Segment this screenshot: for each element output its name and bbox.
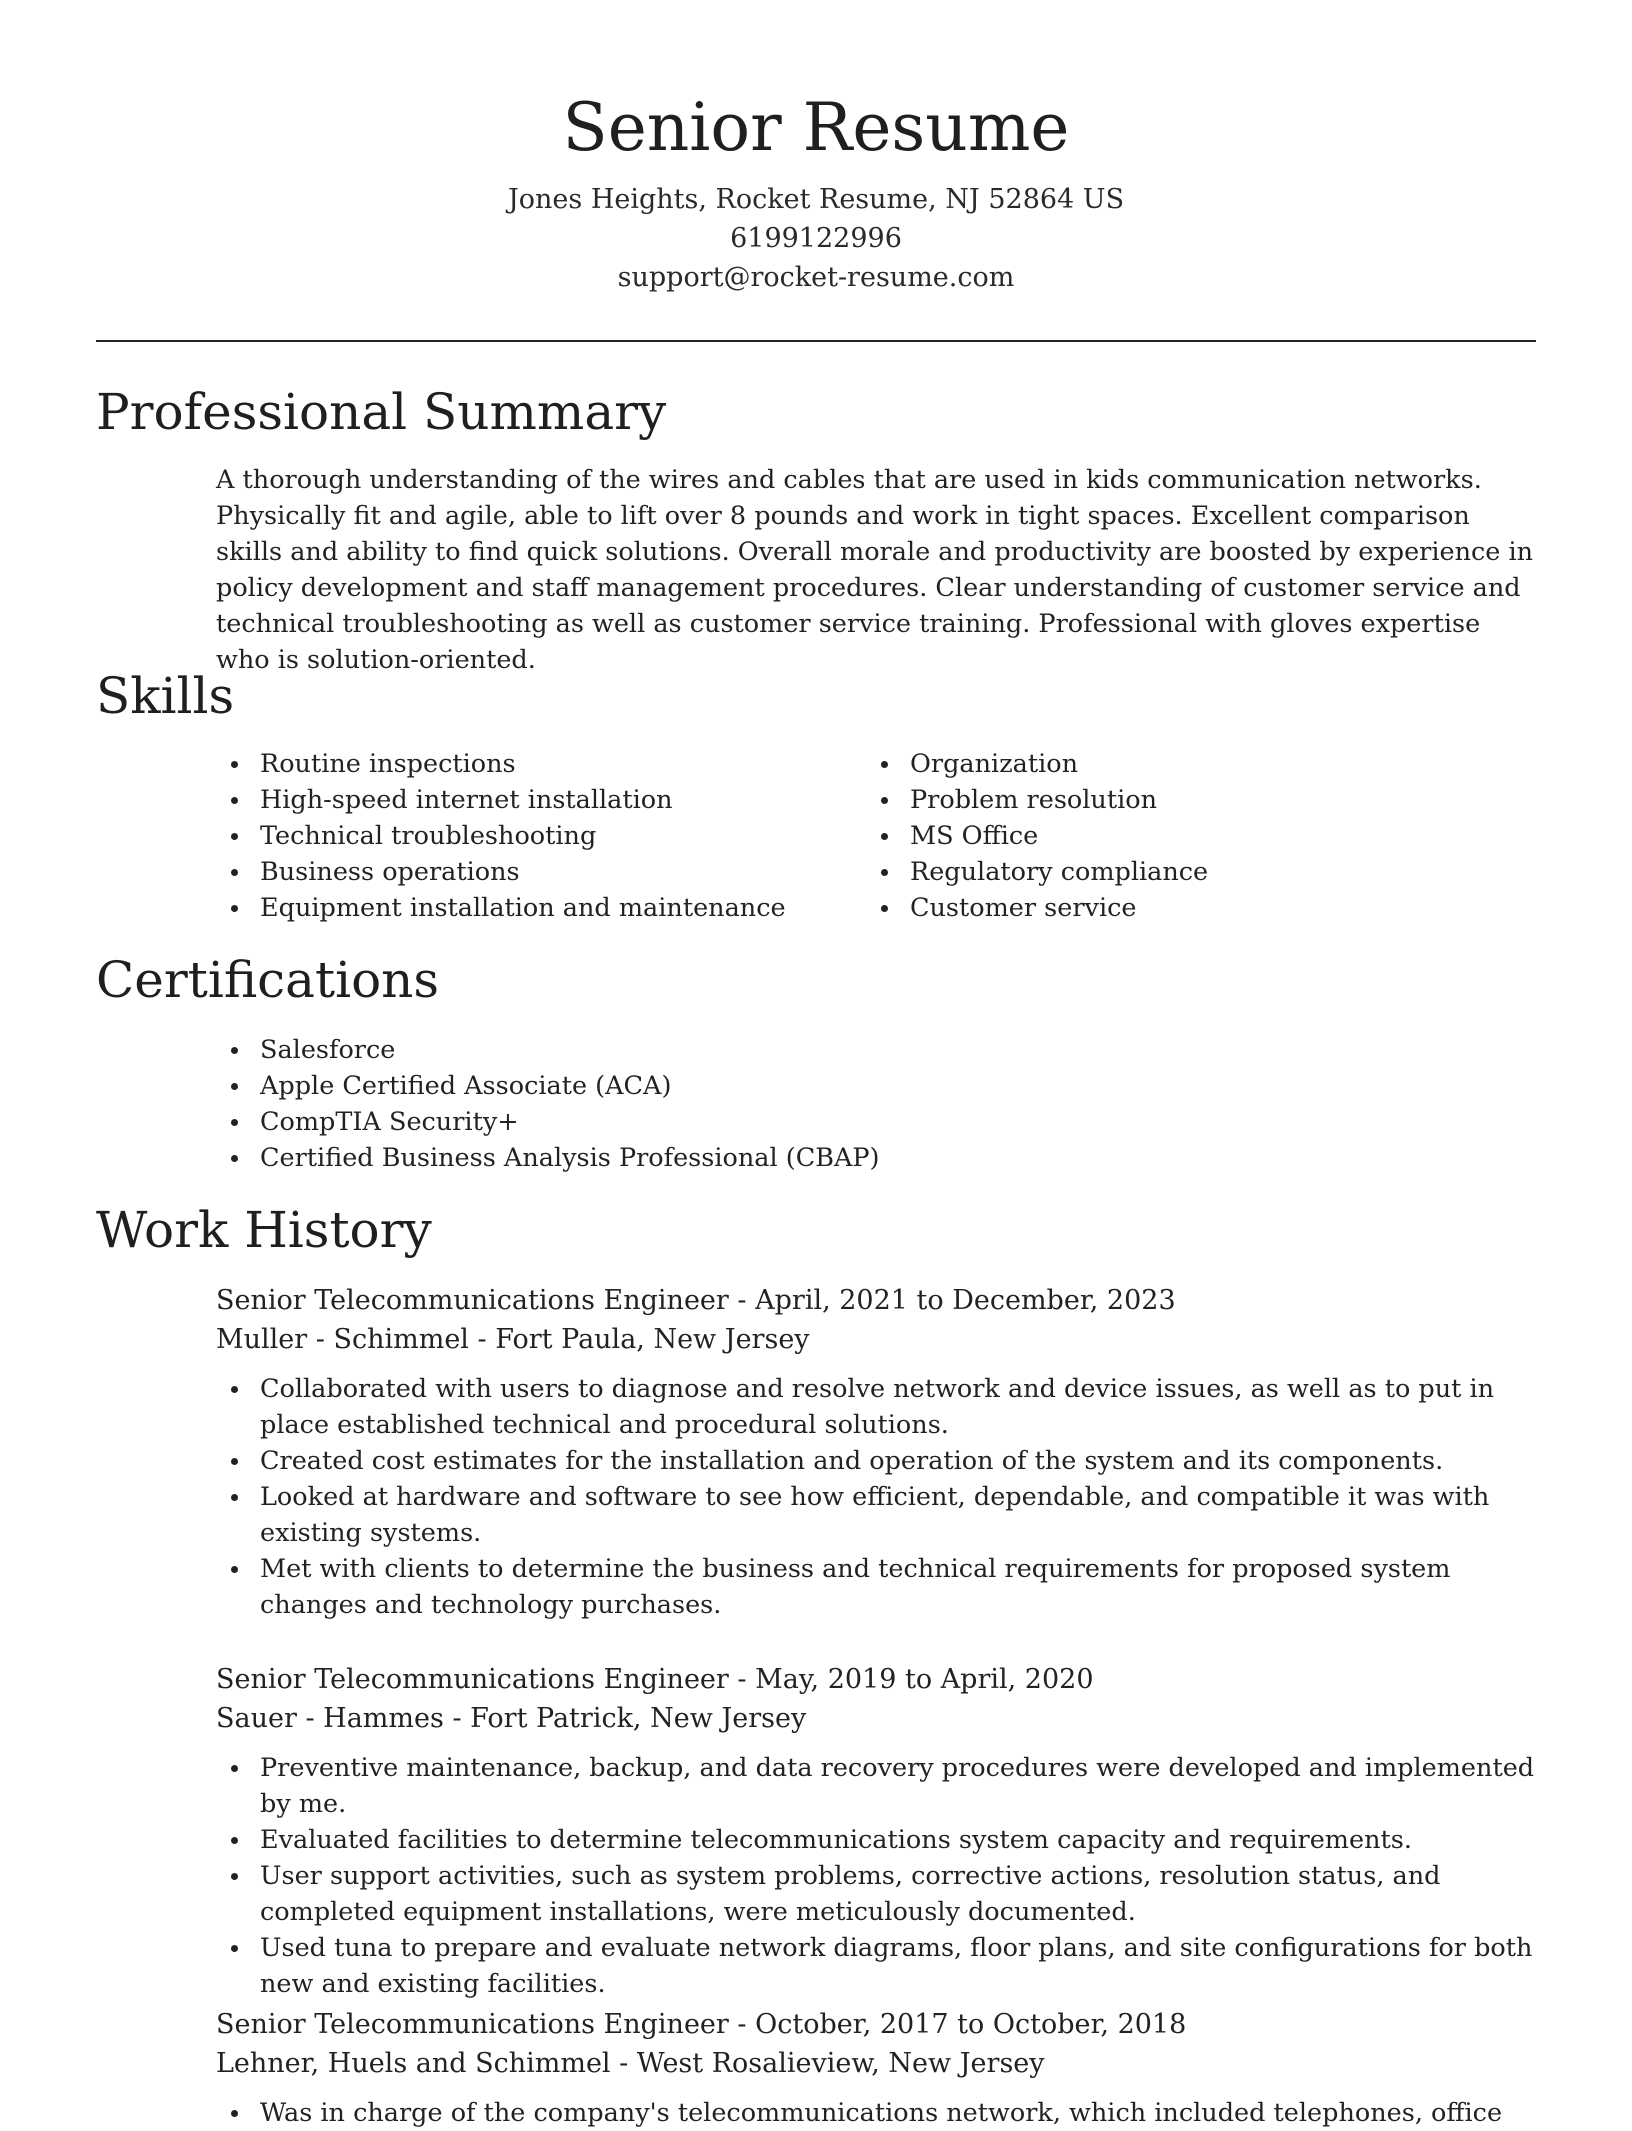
- job-company: Muller - Schimmel: [216, 1324, 469, 1355]
- skill-item: Routine inspections: [216, 746, 836, 782]
- job-bullet: Met with clients to determine the business and technical requirements for proposed system changes and technology purchases.: [216, 1551, 1546, 1623]
- job-company-line: [216, 2044, 1546, 2083]
- job-separator: -: [452, 1703, 471, 1734]
- job-title-line: [216, 1660, 1546, 1699]
- job-location: West Rosalieview, New Jersey: [636, 2048, 1045, 2079]
- job-separator: -: [737, 1664, 756, 1695]
- job-role: Senior Telecommunications Engineer: [216, 1664, 729, 1695]
- skills-column-right: [866, 746, 1526, 926]
- job-title-line: [216, 2005, 1546, 2044]
- job-company: Lehner, Huels and Schimmel: [216, 2048, 611, 2079]
- certification-item: Certified Business Analysis Professional (CBAP): [216, 1140, 1516, 1176]
- contact-info: [0, 180, 1632, 297]
- job-dates: October, 2017 to October, 2018: [755, 2009, 1187, 2040]
- skill-item: Equipment installation and maintenance: [216, 890, 836, 926]
- job-bullet: Created cost estimates for the installation and operation of the system and its components.: [216, 1443, 1546, 1479]
- job-bullet: Evaluated facilities to determine telecommunications system capacity and requirements.: [216, 1822, 1546, 1858]
- phone: 6199122996: [730, 223, 902, 254]
- job-bullets: [172, 1371, 1546, 1623]
- skills-heading: Skills: [96, 667, 235, 725]
- job-dates: May, 2019 to April, 2020: [755, 1664, 1094, 1695]
- job-bullet: Preventive maintenance, backup, and data recovery procedures were developed and implemented by me.: [216, 1750, 1546, 1822]
- skill-item: Customer service: [866, 890, 1526, 926]
- skill-item: Regulatory compliance: [866, 854, 1526, 890]
- job-bullets: [172, 1750, 1546, 2002]
- summary-heading: Professional Summary: [96, 383, 667, 441]
- job-entry: [216, 1281, 1546, 1623]
- job-location: Fort Patrick, New Jersey: [470, 1703, 807, 1734]
- resume-header: [0, 0, 1632, 297]
- certification-item: Salesforce: [216, 1032, 1516, 1068]
- skills-column-left: [216, 746, 836, 926]
- certifications-list: [216, 1032, 1516, 1176]
- job-bullet: User support activities, such as system problems, corrective actions, resolution status, and completed equipment installations, were meticulously documented.: [216, 1858, 1546, 1930]
- skills-list-right: [866, 746, 1526, 926]
- skill-item: Business operations: [216, 854, 836, 890]
- job-company-line: [216, 1320, 1546, 1359]
- job-separator: -: [737, 2009, 756, 2040]
- certification-item: Apple Certified Associate (ACA): [216, 1068, 1516, 1104]
- job-bullet: Looked at hardware and software to see how efficient, dependable, and compatible it was with existing systems.: [216, 1479, 1546, 1551]
- job-separator: -: [477, 1324, 496, 1355]
- job-entry: [216, 1660, 1546, 2002]
- skill-item: High-speed internet installation: [216, 782, 836, 818]
- job-dates: April, 2021 to December, 2023: [755, 1285, 1176, 1316]
- skill-item: Organization: [866, 746, 1526, 782]
- job-bullet: Used tuna to prepare and evaluate network diagrams, floor plans, and site configurations for both new and existing facilities.: [216, 1930, 1546, 2002]
- job-separator: -: [737, 1285, 756, 1316]
- skill-item: MS Office: [866, 818, 1526, 854]
- summary-text: A thorough understanding of the wires and cables that are used in kids communication networks. Physically fit and agile, able to lift over 8 pounds and work in tight spaces. Excellent comparison skills and ability to find quick solutions. Overall morale and productivity are boosted by experience in policy development and staff management procedures. Clear understanding of customer service and technical troubleshooting as well as customer service training. Professional with gloves expertise who is solution-oriented.: [216, 465, 1534, 675]
- certifications-heading: Certifications: [96, 951, 440, 1009]
- job-entry: [216, 2005, 1546, 2131]
- certifications-block: [216, 1032, 1516, 1176]
- skill-item: Problem resolution: [866, 782, 1526, 818]
- work-history-heading: Work History: [96, 1201, 432, 1259]
- resume-name: Senior Resume: [562, 89, 1070, 166]
- job-company-line: [216, 1699, 1546, 1738]
- job-role: Senior Telecommunications Engineer: [216, 2009, 729, 2040]
- job-location: Fort Paula, New Jersey: [495, 1324, 810, 1355]
- skill-item: Technical troubleshooting: [216, 818, 836, 854]
- certification-item: CompTIA Security+: [216, 1104, 1516, 1140]
- job-role: Senior Telecommunications Engineer: [216, 1285, 729, 1316]
- address: Jones Heights, Rocket Resume, NJ 52864 US: [507, 184, 1125, 215]
- job-company: Sauer - Hammes: [216, 1703, 444, 1734]
- job-bullet: Collaborated with users to diagnose and resolve network and device issues, as well as to put in place established technical and procedural solutions.: [216, 1371, 1546, 1443]
- email: support@rocket-resume.com: [617, 262, 1015, 293]
- header-divider: [96, 340, 1536, 342]
- job-separator: -: [619, 2048, 637, 2079]
- skills-list-left: [216, 746, 836, 926]
- job-bullets: [172, 2095, 1546, 2131]
- job-title-line: [216, 1281, 1546, 1320]
- job-bullet: Was in charge of the company's telecommunications network, which included telephones, office: [216, 2095, 1546, 2131]
